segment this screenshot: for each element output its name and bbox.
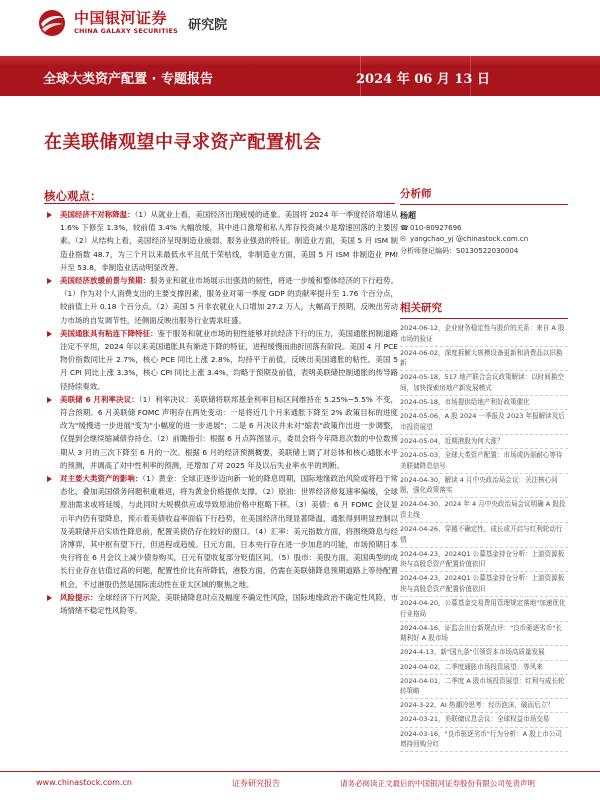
bullet-text: 全球经济下行风险，美联储降息时点及幅度不确定性风险，国际地缘政治不确定性风险，市场情绪不稳定性风险等。 xyxy=(60,592,399,616)
bullet-text: （1）黄金：全球正逐步迈向新一轮的降息周期，国际地缘政治风险或将趋于常态化，叠加美国债务问题积重难返，将为黄金价格提供支撑。（2）原油：世界经济修复速率偏缓，全球原油需求或将延缓，与此同时大规模供应或导致原油价格中枢略下移。（3）美债：6 月 FOMC 会议显示年内仍有望降息，预示着美债收益率面临下行趋势，在美国经济出现显著降温、通胀得到明显控制以及美联储开启实质性降息前，配置美债仍存在较好的窗口。（4）汇率：美元指数方面，将围绕降息与经济博弈，其中枢有望下行，但进程或趋缓。日元方面，日本央行存在进一步加息的可能，市场预期日本央行将在 6 月会议上减少债券购买，日元有望收复部分贬值区间。（5）股市：美股方面，美国典型的成长行业存在估值过高的问题，配置性价比有所降低，港股方面，仍需在美联储降息预期道路上等待配置机会，不过港股仍然是国际流动性在亚太区域的聚焦之地。 xyxy=(60,474,398,589)
bullet-arrow-icon xyxy=(47,212,53,218)
bullet-title: 风险提示： xyxy=(60,592,98,602)
related-item[interactable]: 2024-06-12，企业财务稳定性与股价的关系：来自 A 股市场的验证 xyxy=(400,322,568,347)
bullet-text: 鉴于服务和就业市场的韧性能够对抗经济下行的压力，美国通胀拐制道路注定不平坦，2024 年以来美国通胀具有渐进下降的特征，进程缓慢而曲折回落有阶段。美国 4 月 PCE 物价指数同比升 2.7%，核心 PCE 同比上涨 2.8%，均持平于前值，反映出美国通胀的粘性。美国 5 月 CPI 同比上涨 3.3%，核心 CPI 同比上涨 3.4%，均略于预期及前值，表明美联储控制通胀的传导路径持续奏效。 xyxy=(60,328,399,391)
bullet-arrow-icon xyxy=(47,397,53,403)
phone-icon: ☎ xyxy=(400,224,409,232)
related-item[interactable]: 2024-03-16，"良币驱逐劣币"行为分析：A 股上市公司增持回购分红 xyxy=(400,728,568,753)
list-item xyxy=(46,327,398,393)
list-item xyxy=(46,393,398,472)
bullet-arrow-icon xyxy=(47,331,53,337)
related-item[interactable]: 2024-04-20，公募基金交易费用管理规定落地"加速优化行业格局 xyxy=(400,597,568,622)
report-series: 全球大类资产配置 · 专题报告 xyxy=(43,72,213,87)
list-item xyxy=(46,274,398,327)
list-item xyxy=(46,472,398,591)
institute-label: 研究院 xyxy=(188,17,228,33)
related-research-list xyxy=(400,322,568,752)
related-item[interactable]: 2024-04-26，穿越不确定性，成长或开启与红利轮动行情 xyxy=(400,523,568,548)
related-item[interactable]: 2024-06-02，深度拆解大规模设备更新和消费品以旧换新 xyxy=(400,347,568,372)
related-item[interactable]: 2024-05-06，A 股 2024 一季报及 2023 年报解读及后市投资展望 xyxy=(400,410,568,435)
divider xyxy=(44,203,395,204)
bullet-title: 美国通胀具有粘连下降特征： xyxy=(60,328,158,338)
related-item[interactable]: 2024-04-23，2024Q1 公募基金持仓分析：上游资源板块与高股息资产配置价值依旧 xyxy=(400,548,568,573)
related-item[interactable]: 2024-04-01，二季度 A 股市场投资展望：红利与成长轮转策略 xyxy=(400,675,568,700)
related-item[interactable]: 2024-3-22，AI 热潮冷思考：经历泡沫，破而后立？ xyxy=(400,699,568,713)
related-item[interactable]: 2024-04-16，证监会出台新规点评："良币驱逐劣币"长期利好 A 股市场 xyxy=(400,622,568,647)
related-item[interactable]: 2024-04-30，2024 年 4 月中央政治局会议明确 A 股投资主线 xyxy=(400,498,568,523)
core-views-heading: 核心观点： xyxy=(44,189,102,203)
bullet-arrow-icon xyxy=(47,476,53,482)
galaxy-logo-icon xyxy=(36,8,68,38)
footer-disclaimer: 请务必阅读正文最后的中国银河证券股份有限公司免责声明 xyxy=(340,779,535,788)
bullet-title: 美国经济放缓前景与预期： xyxy=(60,276,151,286)
logo-chinese-name: 中国银河证券 xyxy=(74,9,168,28)
related-item[interactable]: 2024-05-18，市场提供给地产利好政策催化 xyxy=(400,396,568,410)
bullet-text: 服务业和就业市场展示出强劲的韧性，将进一步缓和整体经济的下行趋势。（1）作为对个人消费支出的主要支撑因素，服务业对第一季度 GDP 的贡献率提升至 1.76 个百分点，较前值上升 0.18 个百分点。（2）美国 5 月非农就业人口增加 27.2 万人，大幅高于预期，反映出劳动力市场的自发调节性，还侧面反映出服务行业需求旺盛。 xyxy=(60,276,399,325)
related-item[interactable]: 2024-05-04，近期港股为何大涨？ xyxy=(400,435,568,449)
analyst-email[interactable]: yangchao_yj @chinastock.com.cn xyxy=(410,235,529,243)
bullet-text: （1）从就业上看，美国经济出现疲缓的迹象。美国将 2024 年一季度经济增速从 1.6% 下修至 1.3%，较前值 3.4% 大幅放缓，其中进口激增和私人库存投资减少是增速回落的主要因素。（2）从结构上看，美国经济呈现制造业疲弱、服务业强劲的特征。制造业方面，美国 5 月 ISM 制造业指数 48.7，为三个月以来最低水平且低于荣枯线，非制造业方面，美国 5 月 ISM 非制造业 PMI 升至 53.8，非制造业活动明显改善。 xyxy=(60,210,398,272)
list-item xyxy=(46,208,398,274)
related-research-heading: 相关研究 xyxy=(400,300,568,319)
analyst-phone: 010-80927696 xyxy=(410,224,462,232)
bullet-arrow-icon xyxy=(47,595,53,601)
related-item[interactable]: 2024-04-02，二季度通胀市场投资展望：等风来 xyxy=(400,661,568,675)
related-item[interactable]: 2024-05-03，全球大类资产配置：市场或仍需耐心等待美联储降息信号 xyxy=(400,449,568,474)
analyst-cert: 分析师登记编码：S0130522030004 xyxy=(400,247,519,255)
analyst-name: 杨超 xyxy=(400,211,416,220)
footer-divider xyxy=(0,771,600,772)
analyst-email-row xyxy=(400,235,568,243)
core-views-list xyxy=(46,208,398,617)
footer-website[interactable]: www.chinastock.com.cn xyxy=(36,778,132,787)
report-date: 2024 年 06 月 13 日 xyxy=(356,72,490,87)
analyst-heading: 分析师 xyxy=(400,186,568,205)
logo-english-name: CHINA GALAXY SECURITIES xyxy=(74,26,179,35)
report-title: 在美联储观望中寻求资产配置机会 xyxy=(44,132,322,153)
related-item[interactable]: 2024-04-23，2024Q1 公募基金持仓分析：上游资源板块与高股息资产配置价值依旧 xyxy=(400,572,568,597)
footer-center-label: 证券研究报告 xyxy=(232,779,280,788)
company-logo xyxy=(36,6,227,40)
bullet-text: （1）利率决议：美联储将联邦基金利率目标区间维持在 5.25%~5.5% 不变，符合预期。6 月美联储 FOMC 声明存在两处变动：一是将近几个月来通胀下降至 2% 政策目标的进度改为"缓慢进一步进展"变为"小幅度的进一步进展"；二是 6 月决议并未对"缩表"政策作出进一步调整，仅提到会继续缩减债券持仓。（2）前瞻指引：根据 6 月点阵图显示，委员会将今年降息次数的中位数预期从 3 月的三次下降至 6 月的一次。根据 6 月的经济预测概要，美联储上调了对总体和核心通胀水平的预测，并调高了对中性利率的预测，还增加了对 2025 年及以后失业率水平的判断。 xyxy=(60,394,398,470)
related-item[interactable]: 2024-4-13，新"国九条"引领资本市场高质量发展 xyxy=(400,646,568,660)
bullet-title: 美国经济不对称降温： xyxy=(60,210,135,219)
report-banner xyxy=(0,56,600,96)
related-item[interactable]: 2024-03-21，美联储议息会议：全球权益市场交易 xyxy=(400,713,568,727)
bullet-title: 美联储 6 月利率决议： xyxy=(60,394,139,404)
related-item[interactable]: 2024-05-18，517 地产联合会议政策解读：以时间换空间，加快探索房地产新发展模式 xyxy=(400,371,568,396)
bullet-arrow-icon xyxy=(47,278,53,284)
list-item xyxy=(46,591,398,617)
email-icon: ✉ xyxy=(400,235,406,243)
bullet-title: 对主要大类资产的影响： xyxy=(60,474,143,484)
analyst-panel xyxy=(400,186,568,256)
related-item[interactable]: 2024-04-30，解读 4 月中央政治局会议：关注核心问题，强化政策落实 xyxy=(400,474,568,499)
analyst-phone-row xyxy=(400,224,568,232)
